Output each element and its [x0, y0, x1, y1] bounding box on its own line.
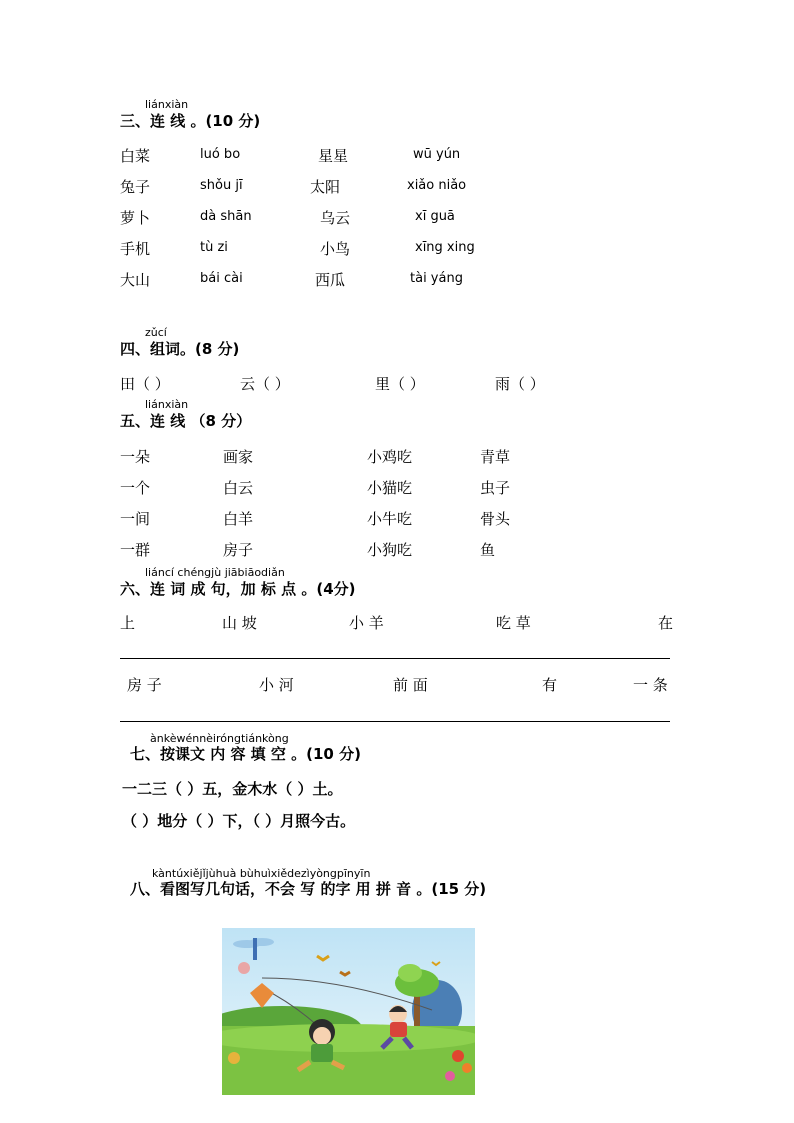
s3-pinyin-item: bái cài: [200, 271, 243, 286]
s5-word: 白云: [223, 479, 254, 497]
s4-title: 四、组词。(8 分): [120, 340, 240, 358]
s5-word: 小狗吃: [367, 541, 413, 559]
s3-pinyin-item: wū yún: [413, 147, 461, 162]
s5-title: 五、连 线 （8 分）: [120, 412, 252, 430]
s6-word: 吃 草: [496, 614, 531, 632]
s6-title: 六、连 词 成 句，加 标 点 。(4分): [120, 580, 356, 598]
s5-word: 白羊: [223, 510, 254, 528]
s3-pinyin: liánxiàn: [145, 98, 189, 111]
s6-word: 前 面: [393, 676, 428, 694]
s7-title: 七、按课文 内 容 填 空 。(10 分): [130, 745, 361, 763]
s3-pinyin-item: tài yáng: [410, 271, 463, 286]
s4-pinyin: zǔcí: [145, 326, 167, 339]
s3-word: 手机: [120, 240, 151, 258]
s3-word: 白菜: [120, 147, 151, 165]
s8-pinyin: kàntúxiějǐjùhuà bùhuìxiědezìyòngpīnyīn: [152, 867, 371, 880]
s3-word: 大山: [120, 271, 151, 289]
answer-line: [120, 721, 670, 722]
s4-item: 云（ ）: [240, 375, 290, 393]
s5-word: 画家: [223, 448, 254, 466]
s3-pinyin-item: luó bo: [200, 147, 241, 162]
s3-pinyin-item: dà shān: [200, 209, 252, 224]
s3-word: 太阳: [310, 178, 341, 196]
s5-word: 青草: [480, 448, 511, 466]
s6-pinyin: liáncí chéngjù jiābiāodiǎn: [145, 566, 285, 579]
s5-word: 骨头: [480, 510, 511, 528]
s5-word: 鱼: [480, 541, 496, 559]
s3-pinyin-item: shǒu jī: [200, 178, 243, 193]
s8-title: 八、看图写几句话，不会 写 的字 用 拼 音 。(15 分): [130, 880, 487, 898]
s6-word: 小 羊: [349, 614, 384, 632]
s5-word: 小牛吃: [367, 510, 413, 528]
s4-item: 里（ ）: [375, 375, 425, 393]
s5-word: 一间: [120, 510, 151, 528]
s6-word: 上: [120, 614, 136, 632]
s3-word: 兔子: [120, 178, 151, 196]
s5-word: 一个: [120, 479, 151, 497]
s7-pinyin: ànkèwénnèiróngtiánkòng: [150, 732, 289, 745]
kite-picture: [222, 928, 475, 1095]
s3-word: 乌云: [320, 209, 351, 227]
s6-word: 山 坡: [222, 614, 257, 632]
s3-pinyin-item: tù zi: [200, 240, 228, 255]
s7-line: （ ）地分（ ）下，（ ）月照今古。: [122, 812, 356, 830]
s6-word: 有: [542, 676, 558, 694]
s3-word: 小鸟: [320, 240, 351, 258]
s3-title: 三、连 线 。(10 分): [120, 112, 261, 130]
s3-pinyin-item: xī guā: [415, 209, 455, 224]
s5-word: 房子: [223, 541, 254, 559]
s5-word: 一朵: [120, 448, 151, 466]
s3-word: 星星: [318, 147, 349, 165]
s6-word: 在: [658, 614, 674, 632]
s5-word: 虫子: [480, 479, 511, 497]
s5-word: 一群: [120, 541, 151, 559]
s5-word: 小鸡吃: [367, 448, 413, 466]
s3-pinyin-item: xīng xing: [415, 240, 475, 255]
s4-item: 雨（ ）: [495, 375, 545, 393]
s3-word: 西瓜: [315, 271, 346, 289]
s6-word: 一 条: [633, 676, 668, 694]
s6-word: 小 河: [259, 676, 294, 694]
s7-line: 一二三（ ）五，金木水（ ）土。: [122, 780, 343, 798]
kite-scene-illustration: [222, 928, 475, 1095]
s3-word: 萝卜: [120, 209, 151, 227]
answer-line: [120, 658, 670, 659]
s6-word: 房 子: [127, 676, 162, 694]
s5-word: 小猫吃: [367, 479, 413, 497]
s4-item: 田（ ）: [120, 375, 170, 393]
s3-pinyin-item: xiǎo niǎo: [407, 178, 467, 193]
s5-pinyin: liánxiàn: [145, 398, 189, 411]
